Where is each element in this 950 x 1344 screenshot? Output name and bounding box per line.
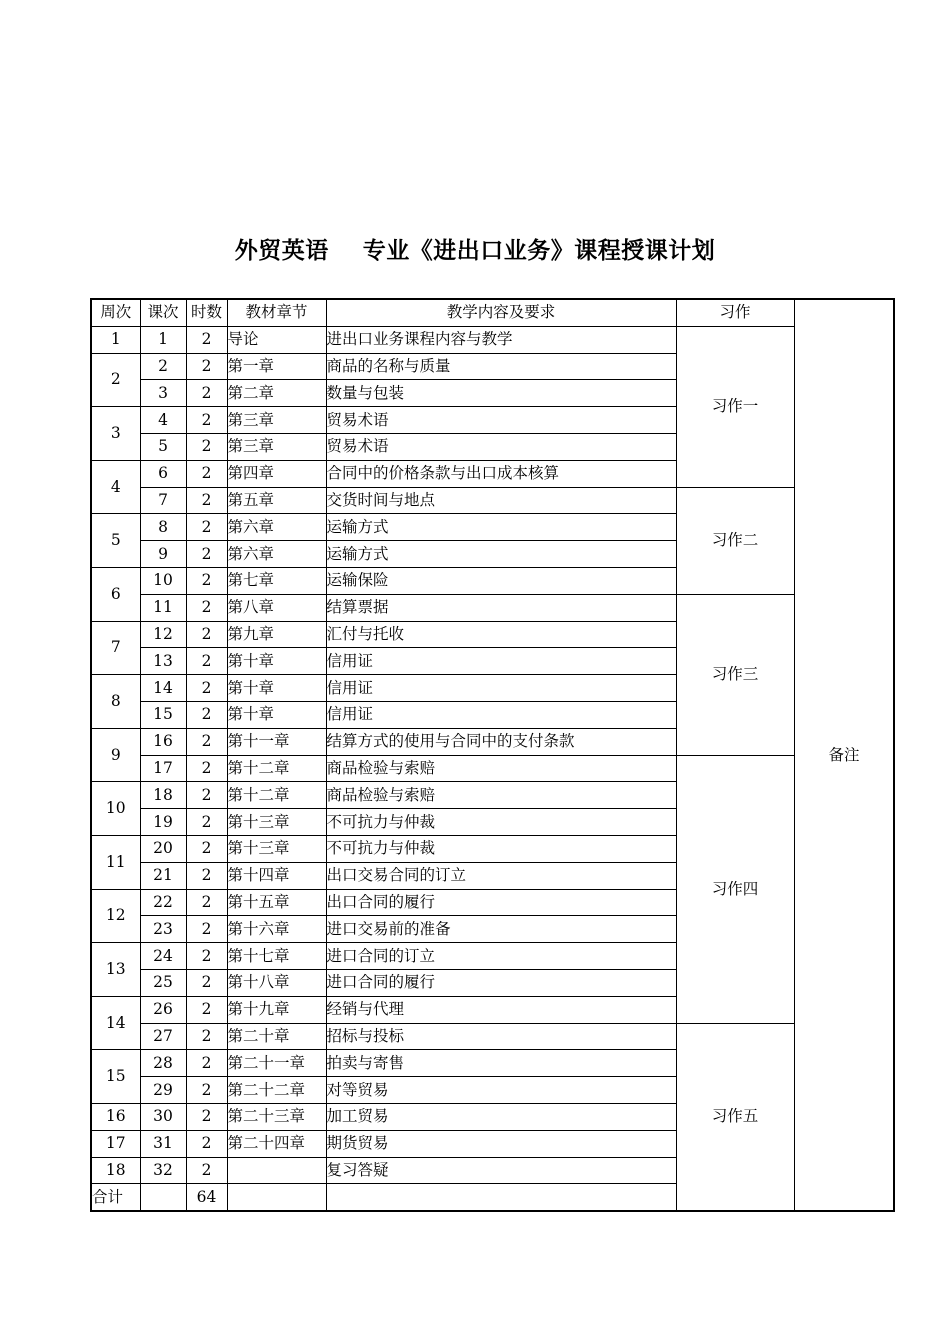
lesson-cell: 18 <box>140 782 186 809</box>
lesson-cell: 3 <box>140 380 186 407</box>
chapter-cell: 第十二章 <box>227 755 326 782</box>
week-cell: 10 <box>91 782 140 836</box>
hours-cell: 2 <box>186 701 227 728</box>
week-cell: 1 <box>91 326 140 353</box>
exercise-cell: 习作四 <box>676 755 794 1023</box>
chapter-cell: 第十五章 <box>227 889 326 916</box>
total-hours: 64 <box>186 1184 227 1211</box>
hours-cell: 2 <box>186 916 227 943</box>
hours-cell: 2 <box>186 1130 227 1157</box>
chapter-cell: 第十七章 <box>227 943 326 970</box>
chapter-cell: 第二章 <box>227 380 326 407</box>
hours-cell: 2 <box>186 728 227 755</box>
chapter-cell: 第十二章 <box>227 782 326 809</box>
content-cell: 进口合同的履行 <box>326 969 676 996</box>
chapter-cell: 导论 <box>227 326 326 353</box>
week-cell: 8 <box>91 675 140 729</box>
content-cell: 结算票据 <box>326 594 676 621</box>
content-cell: 出口交易合同的订立 <box>326 862 676 889</box>
chapter-cell: 第十一章 <box>227 728 326 755</box>
week-cell: 18 <box>91 1157 140 1184</box>
hours-cell: 2 <box>186 862 227 889</box>
hours-cell: 2 <box>186 996 227 1023</box>
content-cell: 运输保险 <box>326 567 676 594</box>
week-cell: 14 <box>91 996 140 1050</box>
chapter-cell: 第四章 <box>227 460 326 487</box>
week-cell: 15 <box>91 1050 140 1104</box>
content-cell: 结算方式的使用与合同中的支付条款 <box>326 728 676 755</box>
content-cell: 期货贸易 <box>326 1130 676 1157</box>
hours-cell: 2 <box>186 889 227 916</box>
chapter-cell: 第八章 <box>227 594 326 621</box>
content-cell: 数量与包装 <box>326 380 676 407</box>
content-cell: 拍卖与寄售 <box>326 1050 676 1077</box>
chapter-cell: 第十六章 <box>227 916 326 943</box>
lesson-cell: 4 <box>140 407 186 434</box>
chapter-cell: 第三章 <box>227 433 326 460</box>
header-week: 周次 <box>91 299 140 326</box>
lesson-cell: 15 <box>140 701 186 728</box>
content-cell: 进口交易前的准备 <box>326 916 676 943</box>
hours-cell: 2 <box>186 353 227 380</box>
exercise-cell: 习作一 <box>676 326 794 487</box>
content-cell: 不可抗力与仲裁 <box>326 809 676 836</box>
week-cell: 9 <box>91 728 140 782</box>
lesson-cell: 30 <box>140 1103 186 1130</box>
hours-cell: 2 <box>186 594 227 621</box>
week-cell: 7 <box>91 621 140 675</box>
chapter-cell: 第七章 <box>227 567 326 594</box>
week-cell: 16 <box>91 1103 140 1130</box>
content-cell: 信用证 <box>326 648 676 675</box>
content-cell: 运输方式 <box>326 514 676 541</box>
chapter-cell: 第十章 <box>227 648 326 675</box>
content-cell: 进口合同的订立 <box>326 943 676 970</box>
content-cell: 商品检验与索赔 <box>326 782 676 809</box>
week-cell: 4 <box>91 460 140 514</box>
content-cell: 信用证 <box>326 701 676 728</box>
hours-cell: 2 <box>186 969 227 996</box>
chapter-cell: 第二十一章 <box>227 1050 326 1077</box>
hours-cell: 2 <box>186 487 227 514</box>
teaching-plan-table <box>90 298 895 1212</box>
hours-cell: 2 <box>186 835 227 862</box>
hours-cell: 2 <box>186 1157 227 1184</box>
week-cell: 3 <box>91 407 140 461</box>
content-cell: 信用证 <box>326 675 676 702</box>
chapter-cell: 第十章 <box>227 675 326 702</box>
lesson-cell: 16 <box>140 728 186 755</box>
hours-cell: 2 <box>186 1103 227 1130</box>
exercise-cell: 习作五 <box>676 1023 794 1211</box>
hours-cell: 2 <box>186 514 227 541</box>
chapter-cell: 第六章 <box>227 514 326 541</box>
content-cell: 复习答疑 <box>326 1157 676 1184</box>
lesson-cell: 9 <box>140 541 186 568</box>
content-cell: 交货时间与地点 <box>326 487 676 514</box>
lesson-cell: 24 <box>140 943 186 970</box>
chapter-cell: 第一章 <box>227 353 326 380</box>
hours-cell: 2 <box>186 541 227 568</box>
chapter-cell: 第十三章 <box>227 835 326 862</box>
total-chapter-cell <box>227 1184 326 1211</box>
week-cell: 17 <box>91 1130 140 1157</box>
chapter-cell <box>227 1157 326 1184</box>
header-chapter: 教材章节 <box>227 299 326 326</box>
table-row <box>91 755 894 782</box>
content-cell: 不可抗力与仲裁 <box>326 835 676 862</box>
lesson-cell: 28 <box>140 1050 186 1077</box>
content-cell: 商品检验与索赔 <box>326 755 676 782</box>
content-cell: 汇付与托收 <box>326 621 676 648</box>
hours-cell: 2 <box>186 433 227 460</box>
lesson-cell: 23 <box>140 916 186 943</box>
chapter-cell: 第二十四章 <box>227 1130 326 1157</box>
chapter-cell: 第二十三章 <box>227 1103 326 1130</box>
table-row <box>91 487 894 514</box>
content-cell: 运输方式 <box>326 541 676 568</box>
total-content-cell <box>326 1184 676 1211</box>
hours-cell: 2 <box>186 1077 227 1104</box>
lesson-cell: 2 <box>140 353 186 380</box>
header-remarks: 备注 <box>794 299 894 1211</box>
chapter-cell: 第十八章 <box>227 969 326 996</box>
hours-cell: 2 <box>186 675 227 702</box>
table-row <box>91 594 894 621</box>
lesson-cell: 32 <box>140 1157 186 1184</box>
lesson-cell: 6 <box>140 460 186 487</box>
content-cell: 出口合同的履行 <box>326 889 676 916</box>
exercise-cell: 习作二 <box>676 487 794 594</box>
week-cell: 5 <box>91 514 140 568</box>
chapter-cell: 第二十章 <box>227 1023 326 1050</box>
lesson-cell: 27 <box>140 1023 186 1050</box>
hours-cell: 2 <box>186 380 227 407</box>
week-cell: 6 <box>91 567 140 621</box>
page-title: 外贸英语 专业《进出口业务》课程授课计划 <box>234 237 716 264</box>
lesson-cell: 14 <box>140 675 186 702</box>
hours-cell: 2 <box>186 407 227 434</box>
content-cell: 进出口业务课程内容与教学 <box>326 326 676 353</box>
lesson-cell: 20 <box>140 835 186 862</box>
lesson-cell: 8 <box>140 514 186 541</box>
lesson-cell: 21 <box>140 862 186 889</box>
content-cell: 贸易术语 <box>326 407 676 434</box>
lesson-cell: 29 <box>140 1077 186 1104</box>
chapter-cell: 第九章 <box>227 621 326 648</box>
chapter-cell: 第五章 <box>227 487 326 514</box>
lesson-cell: 7 <box>140 487 186 514</box>
content-cell: 对等贸易 <box>326 1077 676 1104</box>
lesson-cell: 31 <box>140 1130 186 1157</box>
header-row <box>91 299 894 326</box>
week-cell: 12 <box>91 889 140 943</box>
chapter-cell: 第三章 <box>227 407 326 434</box>
total-label: 合计 <box>91 1184 140 1211</box>
header-content: 教学内容及要求 <box>326 299 676 326</box>
table-row <box>91 326 894 353</box>
chapter-cell: 第二十二章 <box>227 1077 326 1104</box>
hours-cell: 2 <box>186 809 227 836</box>
table-row <box>91 1023 894 1050</box>
chapter-cell: 第十四章 <box>227 862 326 889</box>
hours-cell: 2 <box>186 782 227 809</box>
content-cell: 贸易术语 <box>326 433 676 460</box>
content-cell: 合同中的价格条款与出口成本核算 <box>326 460 676 487</box>
lesson-cell: 1 <box>140 326 186 353</box>
chapter-cell: 第十九章 <box>227 996 326 1023</box>
lesson-cell: 26 <box>140 996 186 1023</box>
lesson-cell: 25 <box>140 969 186 996</box>
lesson-cell: 5 <box>140 433 186 460</box>
hours-cell: 2 <box>186 460 227 487</box>
lesson-cell: 10 <box>140 567 186 594</box>
lesson-cell: 17 <box>140 755 186 782</box>
lesson-cell: 19 <box>140 809 186 836</box>
lesson-cell: 11 <box>140 594 186 621</box>
hours-cell: 2 <box>186 755 227 782</box>
content-cell: 加工贸易 <box>326 1103 676 1130</box>
total-lesson-cell <box>140 1184 186 1211</box>
hours-cell: 2 <box>186 648 227 675</box>
hours-cell: 2 <box>186 567 227 594</box>
hours-cell: 2 <box>186 1023 227 1050</box>
chapter-cell: 第十三章 <box>227 809 326 836</box>
week-cell: 2 <box>91 353 140 407</box>
lesson-cell: 12 <box>140 621 186 648</box>
chapter-cell: 第十章 <box>227 701 326 728</box>
chapter-cell: 第六章 <box>227 541 326 568</box>
lesson-cell: 13 <box>140 648 186 675</box>
exercise-cell: 习作三 <box>676 594 794 755</box>
hours-cell: 2 <box>186 943 227 970</box>
hours-cell: 2 <box>186 326 227 353</box>
content-cell: 招标与投标 <box>326 1023 676 1050</box>
hours-cell: 2 <box>186 621 227 648</box>
content-cell: 经销与代理 <box>326 996 676 1023</box>
header-lesson: 课次 <box>140 299 186 326</box>
header-exercise: 习作 <box>676 299 794 326</box>
header-hours: 时数 <box>186 299 227 326</box>
lesson-cell: 22 <box>140 889 186 916</box>
week-cell: 11 <box>91 835 140 889</box>
content-cell: 商品的名称与质量 <box>326 353 676 380</box>
week-cell: 13 <box>91 943 140 997</box>
hours-cell: 2 <box>186 1050 227 1077</box>
